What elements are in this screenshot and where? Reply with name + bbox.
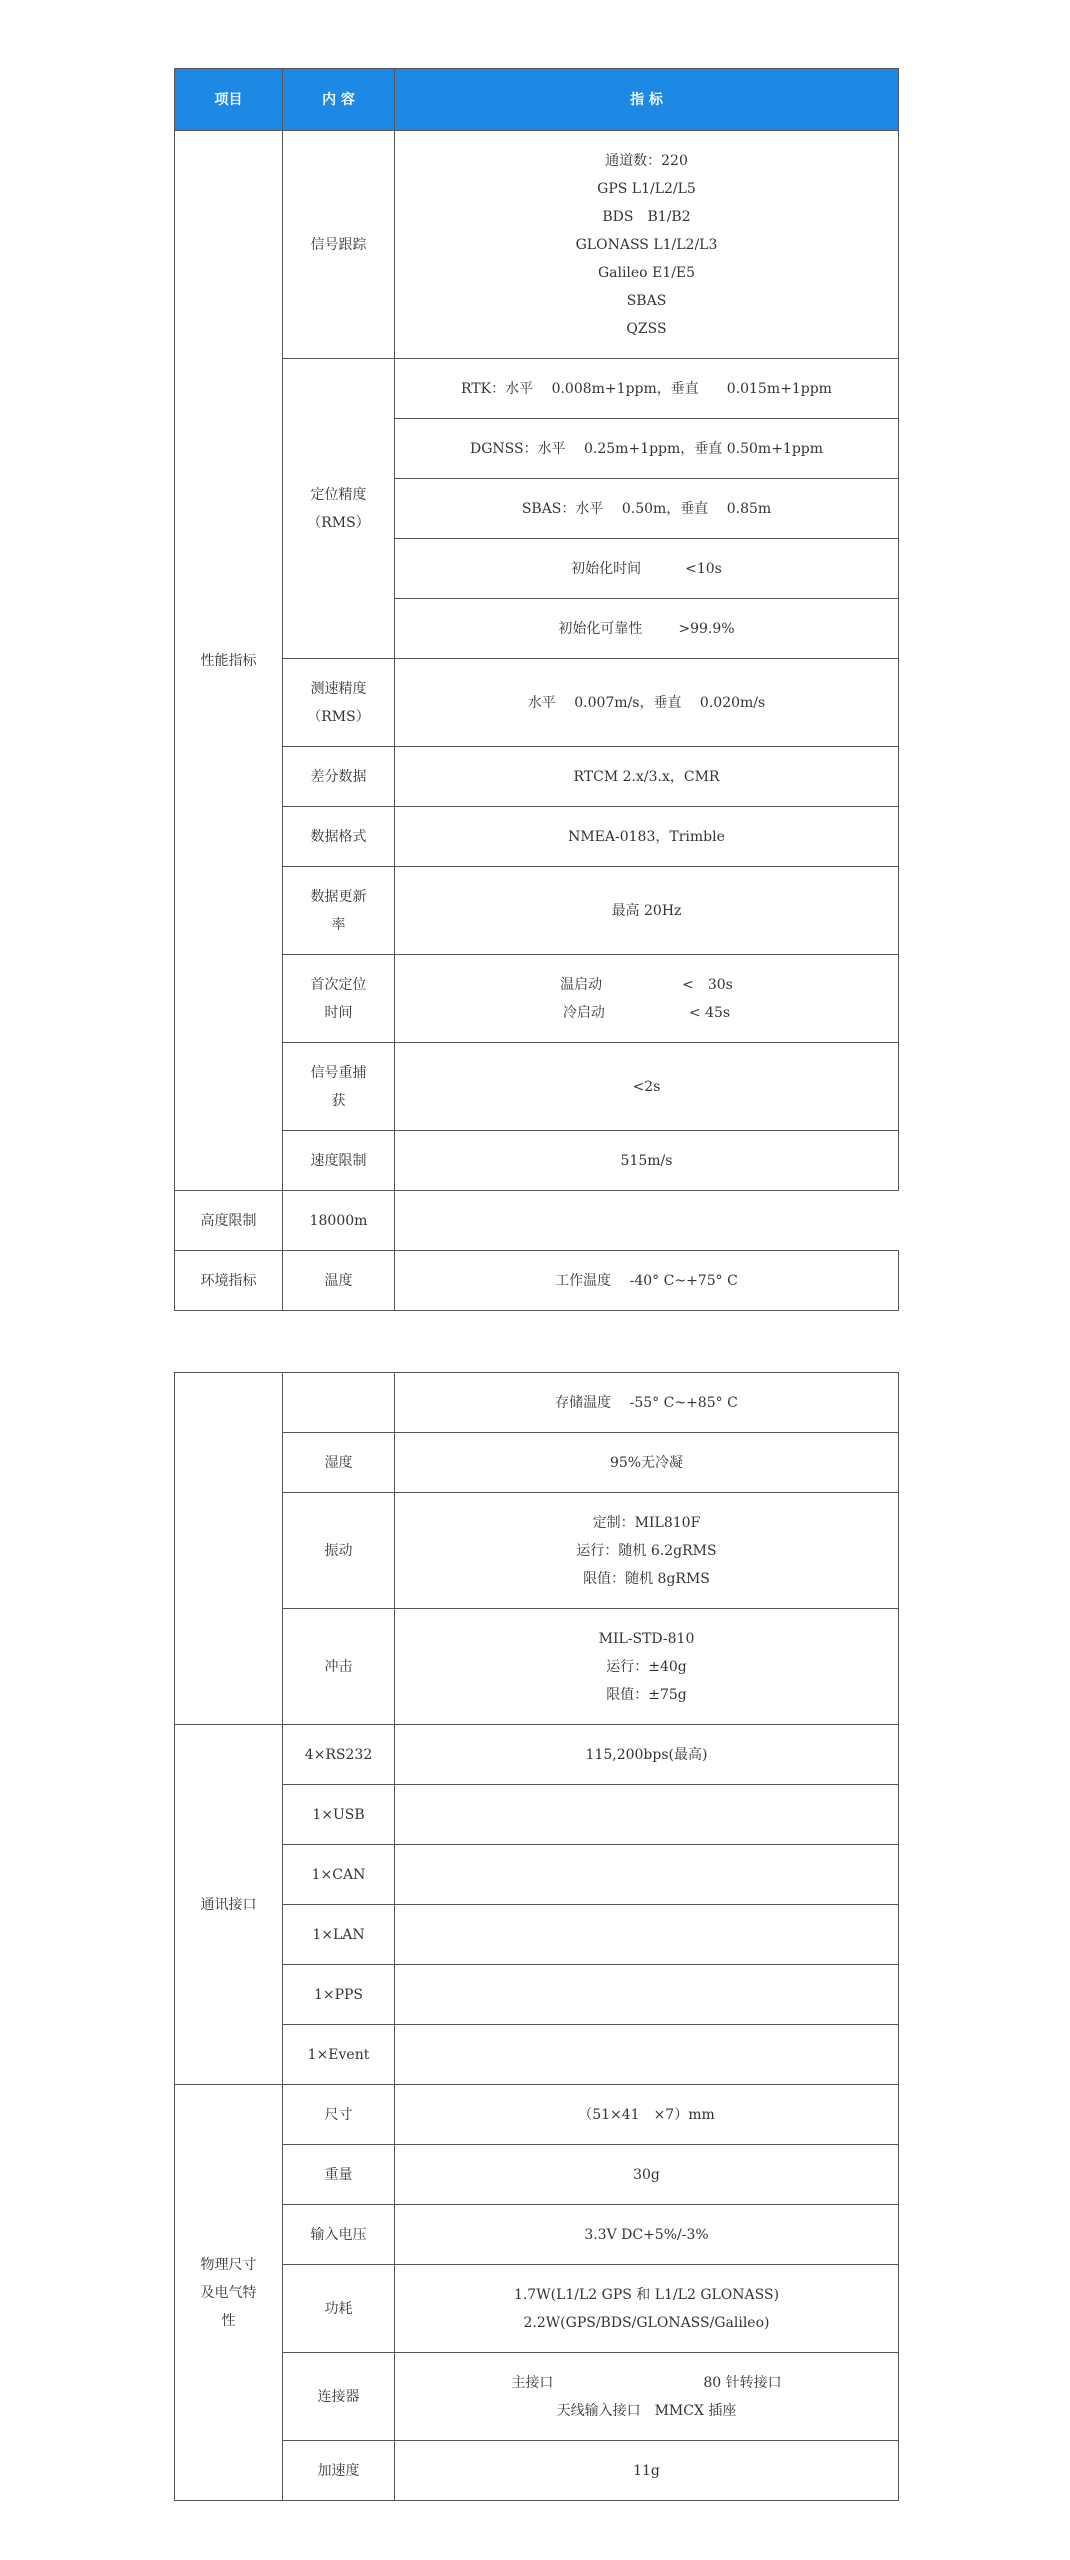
label-size: 尺寸 — [283, 2085, 395, 2145]
physical-label-line: 物理尺寸 — [200, 2256, 257, 2273]
header-item: 项目 — [175, 69, 283, 131]
header-content: 内 容 — [283, 69, 395, 131]
value-connector — [395, 2353, 899, 2441]
table-row — [175, 1191, 899, 1251]
table-row — [175, 1493, 899, 1609]
connector-main-value: 80 针转接口 — [703, 2374, 782, 2391]
connector-main-label: 主接口 — [511, 2374, 554, 2391]
value-size: （51×41 ×7）mm — [395, 2085, 899, 2145]
value-first-fix — [395, 955, 899, 1043]
label-can: 1×CAN — [283, 1845, 395, 1905]
value-pps — [395, 1965, 899, 2025]
table-row — [175, 2353, 899, 2441]
label-velocity — [283, 659, 395, 747]
value-storage-temp: 存储温度 -55° C~+85° C — [395, 1373, 899, 1433]
label-vibration: 振动 — [283, 1493, 395, 1609]
signal-line: QZSS — [626, 320, 667, 337]
label-signal-tracking: 信号跟踪 — [283, 131, 395, 359]
value-data-format: NMEA-0183，Trimble — [395, 807, 899, 867]
value-vibration — [395, 1493, 899, 1609]
label-shock: 冲击 — [283, 1609, 395, 1725]
group-physical — [175, 2085, 283, 2501]
label-reacquisition — [283, 1043, 395, 1131]
shock-line: 运行：±40g — [606, 1658, 687, 1675]
table-header-row — [175, 69, 899, 131]
table-row — [175, 1845, 899, 1905]
table-row — [175, 1965, 899, 2025]
label-rs232: 4×RS232 — [283, 1725, 395, 1785]
velocity-label-line: 测速精度 — [310, 680, 367, 697]
value-power — [395, 2265, 899, 2353]
value-temperature: 工作温度 -40° C~+75° C — [395, 1251, 899, 1311]
value-weight: 30g — [395, 2145, 899, 2205]
table-row — [175, 867, 899, 955]
value-rtk: RTK：水平 0.008m+1ppm，垂直 0.015m+1ppm — [395, 359, 899, 419]
init-time-label: 初始化时间 — [571, 560, 642, 577]
connector-main-line — [401, 2369, 892, 2397]
label-input-voltage: 输入电压 — [283, 2205, 395, 2265]
label-weight: 重量 — [283, 2145, 395, 2205]
init-rel-label: 初始化可靠性 — [558, 620, 643, 637]
cold-start-value: < 45s — [688, 1004, 731, 1021]
value-init-reliability — [395, 599, 899, 659]
positioning-label-line: （RMS） — [307, 514, 370, 531]
table-row — [175, 807, 899, 867]
value-lan — [395, 1905, 899, 1965]
warm-start-value: < 30s — [682, 976, 733, 993]
label-pps: 1×PPS — [283, 1965, 395, 2025]
vibration-line: 限值：随机 8gRMS — [583, 1570, 710, 1587]
power-line: 2.2W(GPS/BDS/GLONASS/Galileo) — [523, 2314, 770, 2331]
group-comm: 通讯接口 — [175, 1725, 283, 2085]
table-row — [175, 1725, 899, 1785]
value-rs232: 115,200bps(最高) — [395, 1725, 899, 1785]
signal-line: 通道数：220 — [605, 152, 688, 169]
cold-start-line — [401, 999, 892, 1027]
table-row — [175, 359, 899, 419]
signal-line: GLONASS L1/L2/L3 — [575, 236, 718, 253]
label-first-fix — [283, 955, 395, 1043]
group-performance: 性能指标 — [175, 131, 283, 1191]
reacq-label-line: 信号重捕 — [310, 1064, 367, 1081]
physical-label-line: 及电气特 — [200, 2284, 257, 2301]
value-signal-tracking — [395, 131, 899, 359]
value-altitude-limit: 18000m — [283, 1191, 395, 1251]
table-row — [175, 2145, 899, 2205]
shock-line: MIL-STD-810 — [598, 1630, 695, 1647]
cold-start-label: 冷启动 — [562, 1004, 605, 1021]
shock-line: 限值：±75g — [606, 1686, 687, 1703]
warm-start-line — [401, 971, 892, 999]
table-row — [175, 747, 899, 807]
value-humidity: 95%无冷凝 — [395, 1433, 899, 1493]
init-time-value: <10s — [685, 560, 722, 577]
value-acceleration: 11g — [395, 2441, 899, 2501]
value-reacquisition: <2s — [395, 1043, 899, 1131]
spec-table-1 — [174, 68, 899, 1311]
group-environment-continued — [175, 1373, 283, 1725]
value-event — [395, 2025, 899, 2085]
warm-start-label: 温启动 — [560, 976, 603, 993]
table-row — [175, 1043, 899, 1131]
value-update-rate: 最高 20Hz — [395, 867, 899, 955]
table-row — [175, 2025, 899, 2085]
value-speed-limit: 515m/s — [395, 1131, 899, 1191]
signal-line: Galileo E1/E5 — [597, 264, 696, 281]
label-temperature: 温度 — [283, 1251, 395, 1311]
label-positioning — [283, 359, 395, 659]
signal-line: BDS B1/B2 — [602, 208, 691, 225]
header-indicator: 指 标 — [395, 69, 899, 131]
table-row — [175, 1609, 899, 1725]
label-power: 功耗 — [283, 2265, 395, 2353]
value-can — [395, 1845, 899, 1905]
table-row — [175, 131, 899, 359]
value-differential: RTCM 2.x/3.x，CMR — [395, 747, 899, 807]
label-update-rate — [283, 867, 395, 955]
spec-table-2 — [174, 1372, 899, 2501]
physical-label-line: 性 — [221, 2312, 236, 2329]
label-data-format: 数据格式 — [283, 807, 395, 867]
label-lan: 1×LAN — [283, 1905, 395, 1965]
vibration-line: 运行：随机 6.2gRMS — [576, 1542, 717, 1559]
update-rate-label-line: 率 — [331, 916, 346, 933]
init-rel-value: >99.9% — [678, 620, 735, 637]
value-shock — [395, 1609, 899, 1725]
table-row — [175, 2265, 899, 2353]
label-speed-limit: 速度限制 — [283, 1131, 395, 1191]
signal-line: SBAS — [626, 292, 667, 309]
label-acceleration: 加速度 — [283, 2441, 395, 2501]
table-row — [175, 955, 899, 1043]
table-row — [175, 1785, 899, 1845]
table-row — [175, 1131, 899, 1191]
value-input-voltage: 3.3V DC+5%/-3% — [395, 2205, 899, 2265]
value-init-time — [395, 539, 899, 599]
table-row — [175, 1251, 899, 1311]
signal-line: GPS L1/L2/L5 — [597, 180, 696, 197]
connector-antenna: 天线输入接口 MMCX 插座 — [556, 2402, 737, 2419]
group-environment: 环境指标 — [175, 1251, 283, 1311]
power-line: 1.7W(L1/L2 GPS 和 L1/L2 GLONASS) — [513, 2286, 780, 2303]
table-row — [175, 659, 899, 747]
first-fix-label-line: 首次定位 — [310, 976, 367, 993]
table-row — [175, 1373, 899, 1433]
label-usb: 1×USB — [283, 1785, 395, 1845]
label-humidity: 湿度 — [283, 1433, 395, 1493]
velocity-label-line: （RMS） — [307, 708, 370, 725]
vibration-line: 定制：MIL810F — [592, 1514, 701, 1531]
value-sbas: SBAS：水平 0.50m，垂直 0.85m — [395, 479, 899, 539]
label-differential: 差分数据 — [283, 747, 395, 807]
first-fix-label-line: 时间 — [324, 1004, 353, 1021]
table-row — [175, 2085, 899, 2145]
table-row — [175, 1905, 899, 1965]
reacq-label-line: 获 — [331, 1092, 346, 1109]
value-usb — [395, 1785, 899, 1845]
value-dgnss: DGNSS：水平 0.25m+1ppm，垂直 0.50m+1ppm — [395, 419, 899, 479]
label-connector: 连接器 — [283, 2353, 395, 2441]
update-rate-label-line: 数据更新 — [310, 888, 367, 905]
label-storage-empty — [283, 1373, 395, 1433]
table-row — [175, 2441, 899, 2501]
label-altitude-limit: 高度限制 — [175, 1191, 283, 1251]
table-row — [175, 2205, 899, 2265]
positioning-label-line: 定位精度 — [310, 486, 367, 503]
table-row — [175, 1433, 899, 1493]
value-velocity: 水平 0.007m/s，垂直 0.020m/s — [395, 659, 899, 747]
label-event: 1×Event — [283, 2025, 395, 2085]
